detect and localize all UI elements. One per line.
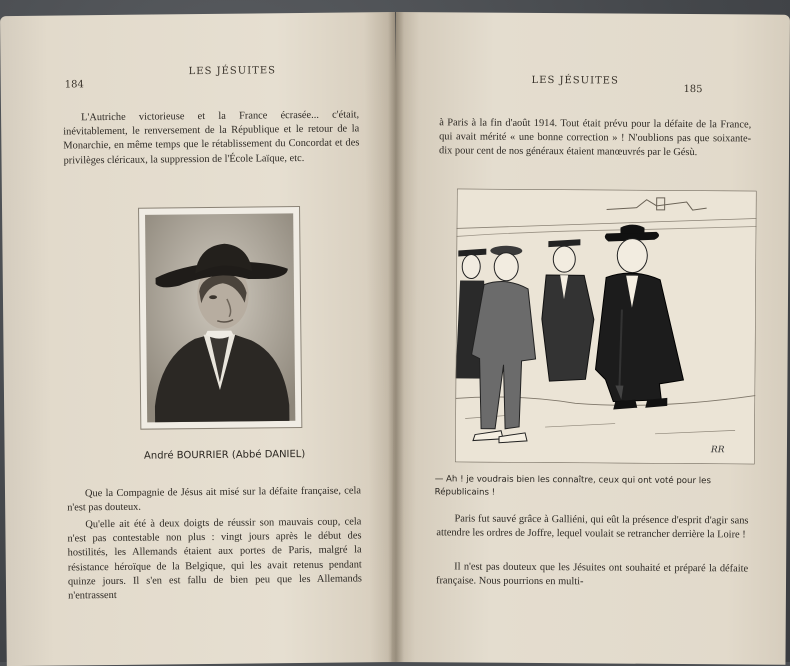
left-running-head: LES JÉSUITES [189, 65, 276, 77]
portrait-photo [138, 206, 302, 430]
left-paragraph-2-text: Qu'elle ait été à deux doigts de réussir son mauvais coup, cela n'est pas contestable non plus : vingt jours après le début des hostilités, les Allemands étaient aux portes de Paris, malgré la résistance héroïque de la Belgique, qui les avait retenus pendant quinze jours. Il s'en est fallu de bien peu que les Allemands n'entrassent [67, 516, 362, 601]
cartoon-illustration [455, 188, 757, 464]
book-gutter [388, 12, 404, 662]
left-paragraph-1-text: Que la Compagnie de Jésus ait misé sur la défaite française, cela n'est pas douteux. [67, 485, 361, 513]
artist-signature: RR [710, 445, 725, 455]
illustration-caption: — Ah ! je voudrais bien les connaître, ceux qui ont voté pour les Républicains ! [435, 473, 753, 501]
left-page-number: 184 [65, 79, 84, 90]
left-paragraph-2 [67, 515, 362, 603]
right-paragraph-1 [436, 512, 748, 543]
right-paragraph-2 [436, 560, 748, 591]
right-page [391, 12, 790, 665]
right-paragraph-1-text: Paris fut sauvé grâce à Galliéni, qui eût la présence d'esprit d'agir sans attendre les ordres de Joffre, lequel voulait se retrancher derrière la Loire ! [436, 513, 748, 540]
portrait-caption: André BOURRIER (Abbé DANIEL) [135, 449, 315, 462]
portrait-image [139, 207, 301, 429]
left-intro-text: L'Autriche victorieuse et la France écrasée... c'était, inévitablement, le renversement de la République et le retour de la Monarchie, en même temps que le rétablissement du Concordat et des privilèges cléricaux, la suppression de l'École Laïque, etc. [63, 109, 359, 166]
right-top-paragraph: à Paris à la fin d'août 1914. Tout était prévu pour la défaite de la France, qui avait mérité « une bonne correction » ! N'oublions pas que soixante-dix pour cent de nos généraux étaient manœuvrés par le Gésù. [439, 116, 751, 161]
left-paragraph-1 [67, 484, 361, 515]
right-running-head: LES JÉSUITES [531, 75, 618, 87]
cartoon-drawing [455, 188, 757, 464]
open-book [0, 12, 790, 662]
left-intro-paragraph [63, 108, 360, 168]
left-page [0, 12, 402, 666]
right-page-number: 185 [683, 84, 702, 95]
right-paragraph-2-text: Il n'est pas douteux que les Jésuites ont souhaité et préparé la défaite française. Nous pourrions en multi- [436, 561, 748, 587]
